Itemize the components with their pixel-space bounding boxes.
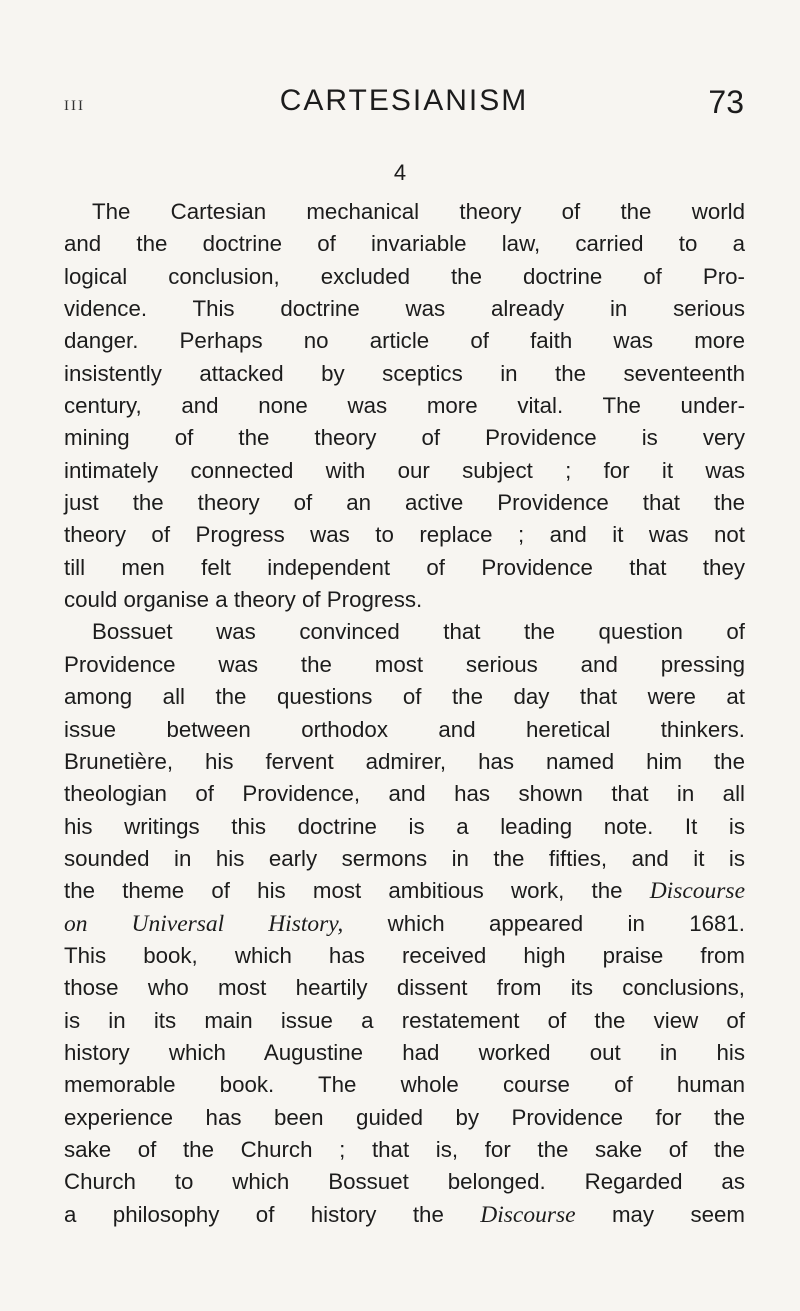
text-segment: may seem xyxy=(611,1201,745,1227)
text-line: Providence was the most serious and pressing xyxy=(64,651,745,677)
text-line: sake of the Church ; that is, for the sake of the xyxy=(64,1136,745,1162)
page-number: 73 xyxy=(708,84,744,120)
text-segment: the theme of his most ambitious work, the xyxy=(64,878,623,904)
text-line: memorable book. The whole course of human xyxy=(64,1072,745,1098)
text-line: century, and none was more vital. The under- xyxy=(64,393,745,419)
text-line-mixed xyxy=(64,1199,745,1231)
text-line: among all the questions of the day that were at xyxy=(64,684,745,710)
italic-title: on Universal History, xyxy=(64,910,344,937)
text-line: experience has been guided by Providence for the xyxy=(64,1104,745,1130)
text-line: Brunetière, his fervent admirer, has named him the xyxy=(64,748,745,774)
text-line: intimately connected with our subject ; for it was xyxy=(64,457,745,483)
text-line: just the theory of an active Providence that the xyxy=(64,490,745,516)
text-line: sounded in his early sermons in the fifties, and it is xyxy=(64,845,745,871)
text-line: This book, which has received high praise from xyxy=(64,942,745,968)
text-segment: which appeared in 1681. xyxy=(387,910,745,936)
text-line: mining of the theory of Providence is very xyxy=(64,425,745,451)
text-line: insistently attacked by sceptics in the seventeenth xyxy=(64,360,745,386)
text-line-mixed xyxy=(64,908,745,940)
running-head xyxy=(64,84,744,134)
section-number: 4 xyxy=(393,160,407,185)
text-line: issue between orthodox and heretical thinkers. xyxy=(64,716,745,742)
italic-title: Discourse xyxy=(649,878,745,905)
text-line: those who most heartily dissent from its conclusions, xyxy=(64,975,745,1001)
text-line: is in its main issue a restatement of the view of xyxy=(64,1007,745,1033)
chapter-number: III xyxy=(64,98,85,114)
text-line: his writings this doctrine is a leading note. It is xyxy=(64,813,745,839)
text-line: theologian of Providence, and has shown that in all xyxy=(64,781,745,807)
text-line: The Cartesian mechanical theory of the world xyxy=(92,199,745,224)
text-line: vidence. This doctrine was already in serious xyxy=(64,296,745,322)
text-line: logical conclusion, excluded the doctrine of Pro- xyxy=(64,263,745,289)
text-line-mixed xyxy=(64,875,745,907)
text-line: theory of Progress was to replace ; and it was not xyxy=(64,522,745,548)
body-text xyxy=(64,196,745,1231)
italic-title: Discourse xyxy=(480,1201,576,1228)
text-segment: a philosophy of history the xyxy=(64,1201,444,1227)
text-line: and the doctrine of invariable law, carried to a xyxy=(64,231,745,257)
text-line: could organise a theory of Progress. xyxy=(64,587,423,613)
text-line: history which Augustine had worked out in his xyxy=(64,1039,745,1065)
running-title: CARTESIANISM xyxy=(279,84,529,117)
text-line: danger. Perhaps no article of faith was more xyxy=(64,328,745,354)
text-line: till men felt independent of Providence that they xyxy=(64,554,745,580)
text-line: Bossuet was convinced that the question of xyxy=(92,619,745,645)
text-line: Church to which Bossuet belonged. Regarded as xyxy=(64,1169,745,1195)
